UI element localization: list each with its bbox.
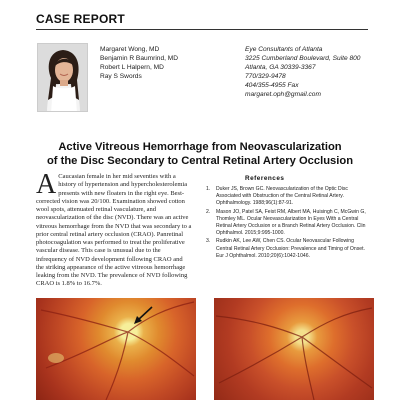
section-heading: CASE REPORT xyxy=(36,12,368,30)
reference-item xyxy=(206,238,368,260)
references-heading: References xyxy=(245,175,285,182)
article-title-line: Active Vitreous Hemorrhage from Neovascularization xyxy=(58,141,342,153)
reference-text: Rudkin AK, Lee AW, Chen CS. Ocular Neovascular Following Central Retinal Artery Occlusion: Prevalence and Timing of Onset. Eur J Ophthalmol. 2010;20(6):1042-1046. xyxy=(216,238,365,259)
author-photo xyxy=(37,43,88,112)
author-name: Benjamin R Baumrind, MD xyxy=(100,55,179,62)
affiliation-line: 404/355-4955 Fax xyxy=(245,82,299,89)
reference-text: Duker JS, Brown GC. Neovascularization of the Optic Disc Associated with Obstruction of the Central Retinal Artery. Ophthalmology. 1988;96(1):87-91. xyxy=(216,186,348,207)
abstract-body: Caucasian female in her mid seventies with a history of hypertension and hypercholesterolemia presents with new floaters in the right eye. Best-corrected vision was 20/100. Examination showed cotton wool spots, attenuated retinal vasculature, and neovascularization of the disc (NVD). There was an active vitreous hemorrhage from the NVD that was secondary to a prior central retinal artery occlusion (CRAO). Panretinal photocoagulation was performed to treat the proliferative vascular disease. This case is unusual due to the infrequency of NVD development following CRAO and the striking appearance of the active vitreous hemorrhage leaking from the NVD. The prevalence of NVD following CRAO is 1.8% to 16.7%. xyxy=(36,173,192,288)
reference-item xyxy=(206,186,368,208)
affiliation-block xyxy=(245,45,360,99)
article-title xyxy=(30,140,370,168)
author-name: Ray S Swords xyxy=(100,73,142,80)
reference-number: 2. xyxy=(206,208,211,215)
reference-text: Mason JO, Patel SA, Feist RM, Albert MA, Huisingh C, McGwin G, Thomley ML. Ocular Neovascularization In Eyes With a Central Retinal Artery Occlusion or a Branch Retinal Artery Occlusion. Clin Ophthalmol. 2015;9:995-1000. xyxy=(216,208,366,237)
author-list xyxy=(100,45,178,81)
article-title-line: of the Disc Secondary to Central Retinal Artery Occlusion xyxy=(46,155,354,167)
references-list xyxy=(206,186,368,261)
fundus-photo-left xyxy=(36,298,196,400)
author-portrait-icon xyxy=(38,44,88,112)
reference-number: 3. xyxy=(206,238,211,245)
drop-cap: A xyxy=(36,169,57,200)
author-name: Robert L Halpern, MD xyxy=(100,64,164,71)
affiliation-line: 3225 Cumberland Boulevard, Suite 800 xyxy=(245,55,361,62)
affiliation-line: Atlanta, GA 30339-3367 xyxy=(245,64,316,71)
reference-item xyxy=(206,209,368,238)
fundus-photo-right xyxy=(214,298,374,400)
abstract-text xyxy=(36,169,192,289)
fundus-vessels-left xyxy=(36,298,196,400)
reference-number: 1. xyxy=(206,186,211,192)
affiliation-email[interactable]: margaret.oph@gmail.com xyxy=(245,91,321,98)
fundus-vessels-right xyxy=(214,298,374,400)
author-name: Margaret Wong, MD xyxy=(100,46,160,53)
affiliation-line: Eye Consultants of Atlanta xyxy=(245,46,323,53)
affiliation-line: 770/329-9478 xyxy=(245,73,286,80)
